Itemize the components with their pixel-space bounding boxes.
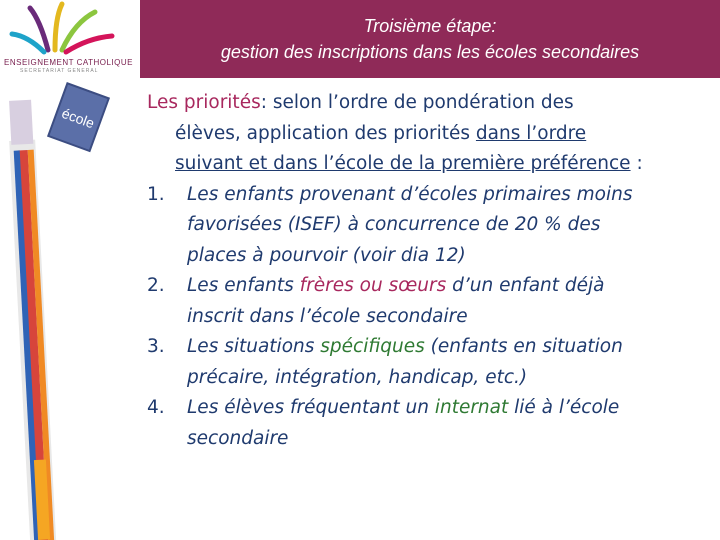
list-item (147, 180, 717, 272)
list-text: Les enfants provenant d’écoles primaires moins (187, 183, 633, 205)
intro-line2 (147, 119, 717, 150)
slide-title-line2: gestion des inscriptions dans les écoles secondaires (220, 42, 640, 62)
list-number: 1. (147, 183, 165, 205)
list-text: secondaire (187, 427, 289, 449)
priority-list (147, 180, 717, 455)
list-text: Les élèves fréquentant un (187, 397, 435, 418)
logo-rays-icon (0, 0, 140, 60)
list-item (147, 393, 717, 454)
slide-title-bar (140, 0, 720, 78)
list-item (147, 271, 717, 332)
list-number: 2. (147, 275, 165, 296)
list-text: Les situations (187, 336, 321, 357)
list-highlight: internat (434, 397, 509, 418)
intro-text2: élèves, application des priorités (175, 122, 476, 144)
list-text: (enfants en situation (424, 336, 623, 357)
intro-text1: : selon l’ordre de pondération des (260, 92, 574, 113)
intro-underline1: dans l’ordre (475, 122, 587, 144)
list-number: 4. (147, 397, 165, 418)
list-text: lié à l’école (508, 397, 620, 418)
pencil-illustration (0, 78, 140, 540)
intro-end: : (630, 153, 643, 174)
logo-subtext: SECRETARIAT GENERAL (20, 68, 99, 74)
list-text: favorisées (ISEF) à concurrence de 20 % des (187, 214, 601, 235)
list-text: inscrit dans l’école secondaire (187, 305, 468, 327)
list-highlight: frères ou sœurs (299, 275, 447, 296)
logo (0, 0, 140, 78)
intro-underline2: suivant et dans l’école de la première préférence (175, 153, 631, 174)
list-highlight: spécifiques (320, 336, 425, 357)
intro-paragraph (147, 88, 717, 180)
list-item (147, 332, 717, 393)
list-text: places à pourvoir (voir dia 12) (187, 244, 466, 266)
slide-title-line1: Troisième étape: (363, 16, 497, 36)
slide-body (147, 88, 717, 454)
list-text: précaire, intégration, handicap, etc.) (187, 366, 528, 388)
logo-text: ENSEIGNEMENT CATHOLIQUE (4, 58, 133, 67)
intro-highlight: Les priorités (147, 92, 261, 113)
list-number: 3. (147, 336, 165, 357)
pencil-label: école (59, 104, 97, 132)
list-text: Les enfants (187, 275, 300, 296)
intro-line3 (147, 149, 717, 180)
list-text: d’un enfant déjà (446, 275, 605, 296)
